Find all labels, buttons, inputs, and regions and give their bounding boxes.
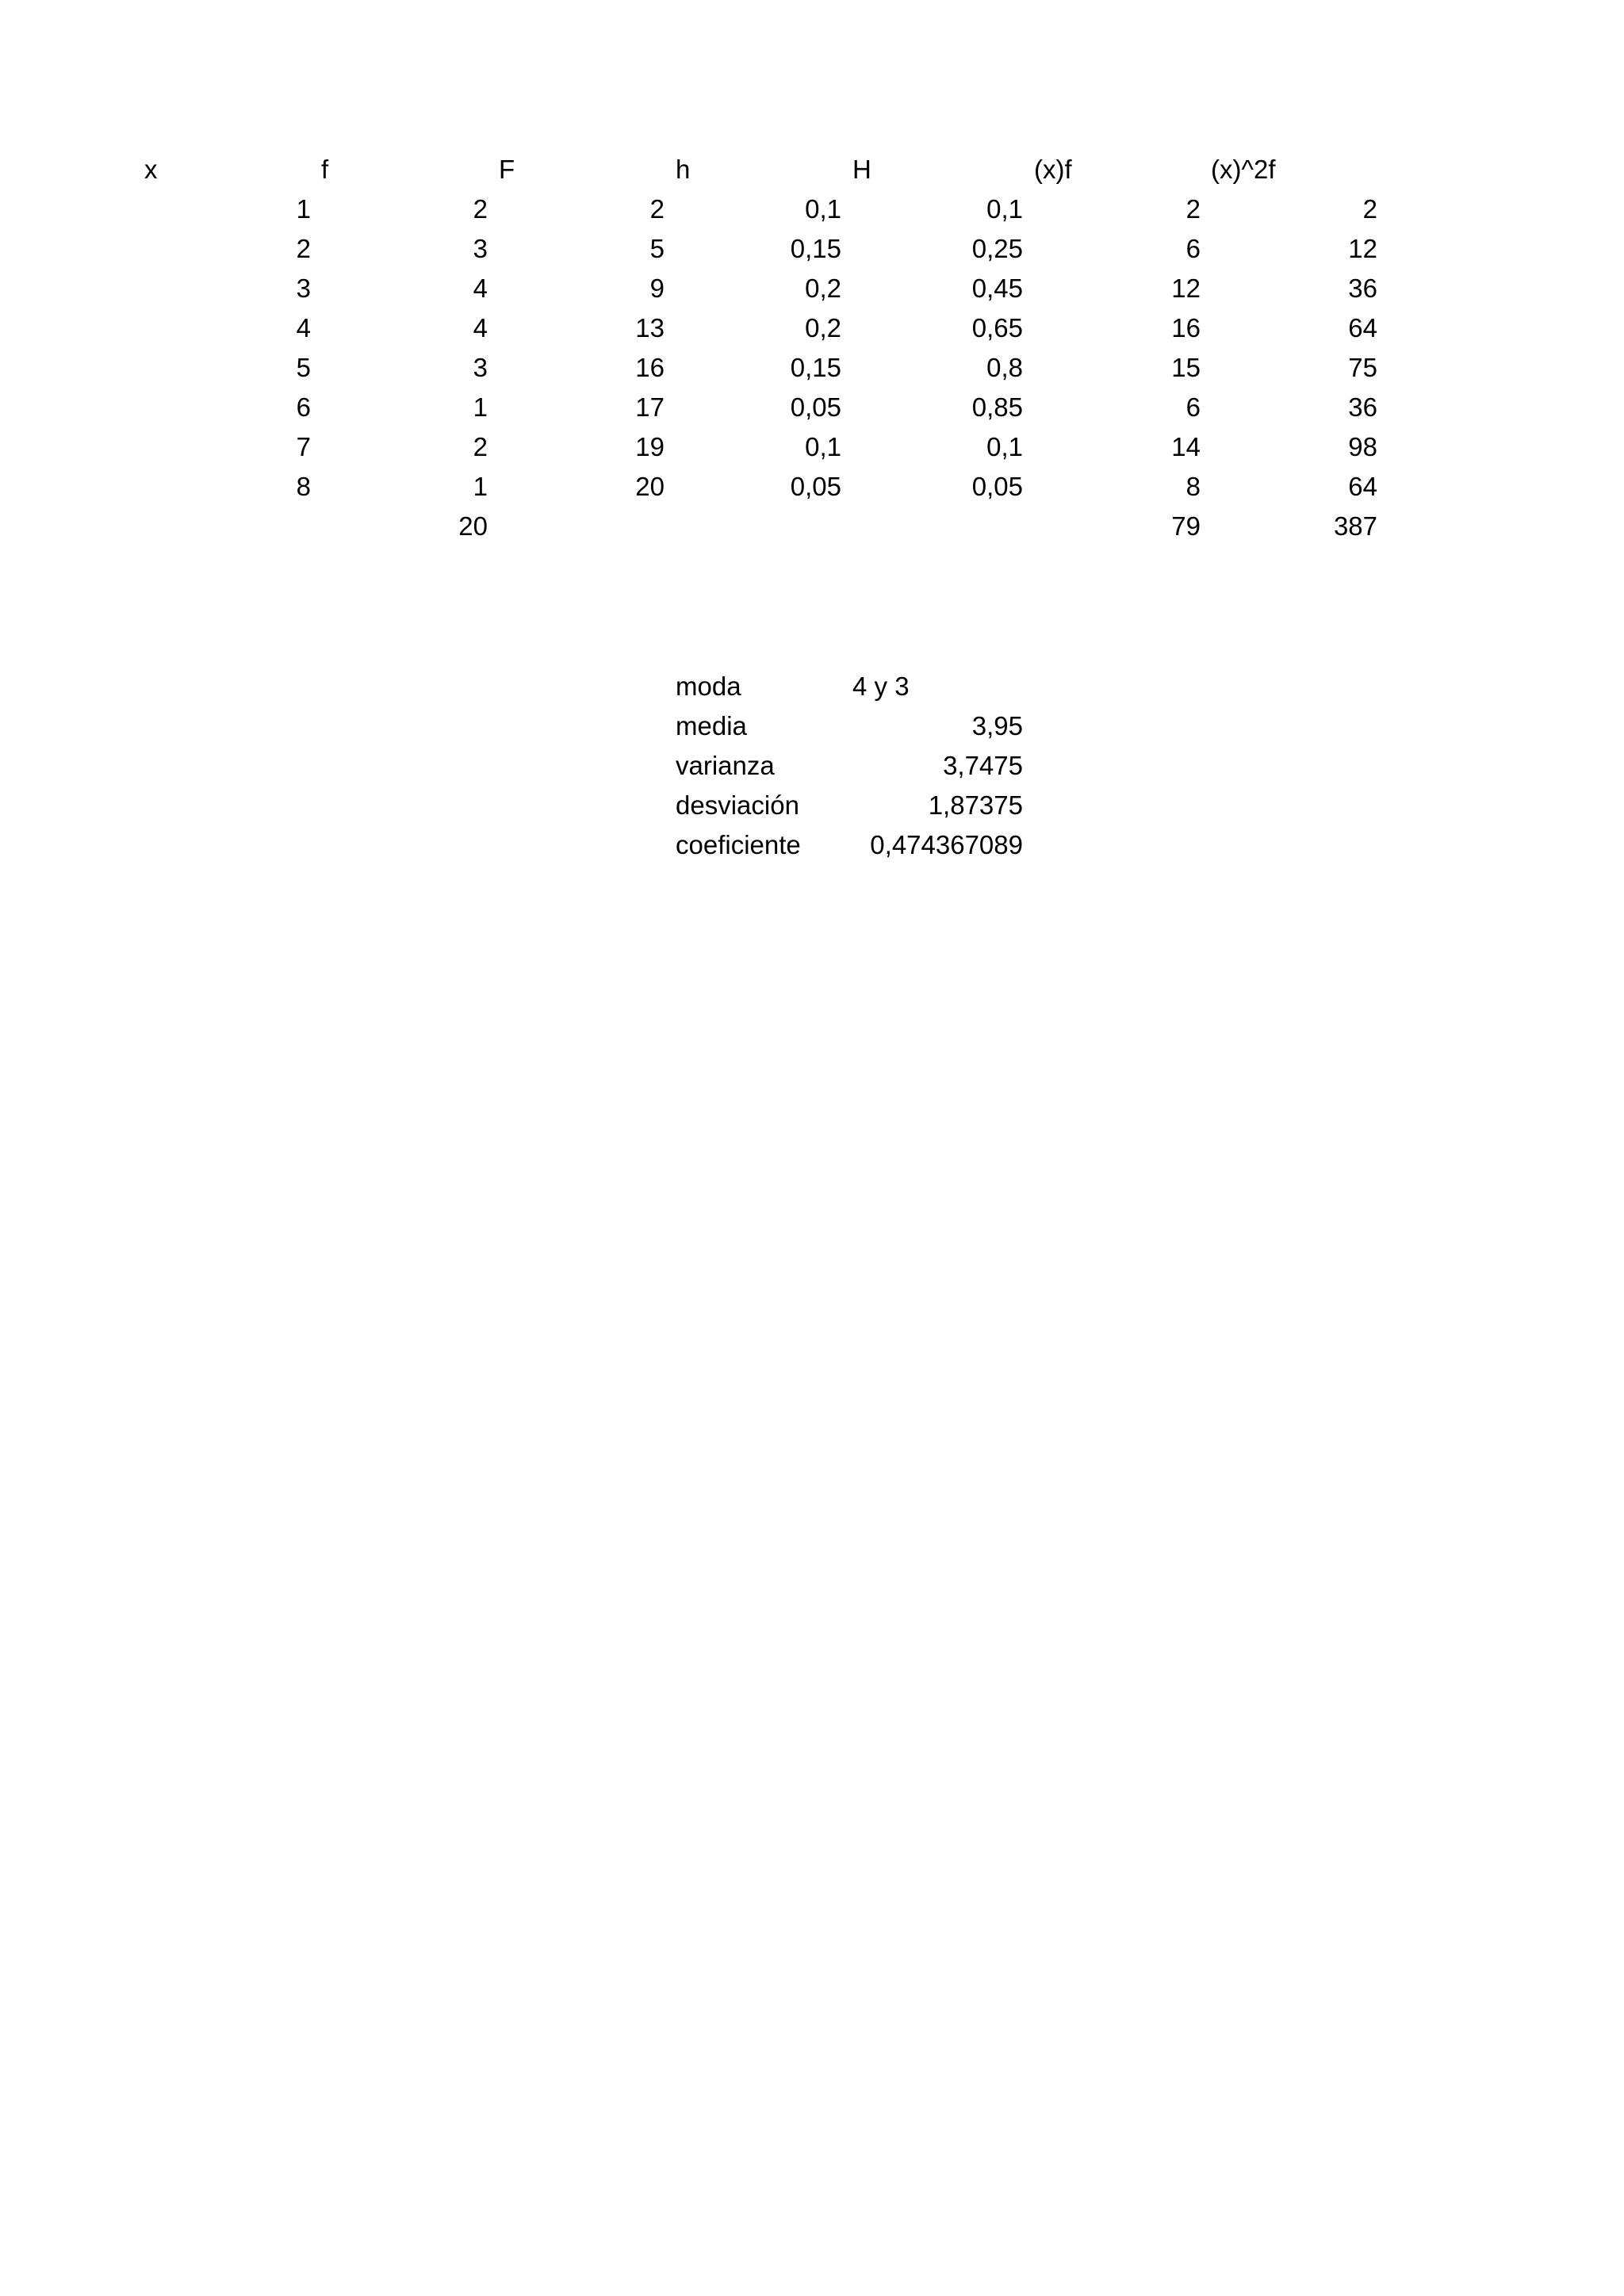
table-cell: 0,85: [971, 392, 1023, 422]
table-cell: 16: [635, 353, 665, 382]
table-cell: 0,1: [986, 432, 1023, 461]
table-cell: 1: [296, 194, 311, 224]
stat-label-moda: moda: [676, 672, 741, 701]
total-xf: 79: [1171, 511, 1201, 541]
header-H: H: [852, 155, 871, 184]
table-cell: 5: [296, 353, 311, 382]
table-cell: 6: [1185, 234, 1201, 263]
table-cell: 98: [1348, 432, 1377, 461]
table-cell: 12: [1348, 234, 1377, 263]
stat-value-desviacion: 1,87375: [928, 790, 1023, 820]
table-cell: 4: [296, 313, 311, 342]
table-cell: 0,15: [790, 353, 841, 382]
table-cell: 19: [635, 432, 665, 461]
table-cell: 0,8: [986, 353, 1023, 382]
table-cell: 0,1: [805, 194, 841, 224]
table-cell: 4: [473, 274, 488, 303]
table-cell: 0,25: [971, 234, 1023, 263]
table-cell: 3: [473, 234, 488, 263]
table-cell: 4: [473, 313, 488, 342]
table-cell: 0,2: [805, 313, 841, 342]
table-cell: 17: [635, 392, 665, 422]
table-cell: 0,05: [790, 472, 841, 501]
table-cell: 0,45: [971, 274, 1023, 303]
stat-value-varianza: 3,7475: [943, 751, 1023, 780]
table-cell: 5: [649, 234, 665, 263]
table-cell: 2: [1362, 194, 1377, 224]
table-cell: 0,2: [805, 274, 841, 303]
table-cell: 2: [473, 194, 488, 224]
header-h: h: [676, 155, 691, 184]
table-cell: 15: [1171, 353, 1201, 382]
stat-label-coeficiente: coeficiente: [676, 830, 801, 859]
table-cell: 2: [1185, 194, 1201, 224]
table-cell: 0,15: [790, 234, 841, 263]
table-cell: 2: [296, 234, 311, 263]
table-cell: 64: [1348, 472, 1377, 501]
table-cell: 13: [635, 313, 665, 342]
table-cell: 3: [473, 353, 488, 382]
table-cell: 20: [635, 472, 665, 501]
table-cell: 1: [473, 472, 488, 501]
total-x2f: 387: [1333, 511, 1377, 541]
table-cell: 1: [473, 392, 488, 422]
table-cell: 0,65: [971, 313, 1023, 342]
table-cell: 2: [649, 194, 665, 224]
header-x: x: [144, 155, 158, 184]
header-F: F: [499, 155, 515, 184]
stat-value-media: 3,95: [971, 711, 1023, 740]
table-cell: 6: [1185, 392, 1201, 422]
table-cell: 0,05: [971, 472, 1023, 501]
table-cell: 36: [1348, 274, 1377, 303]
total-f: 20: [458, 511, 488, 541]
stat-value-coeficiente: 0,474367089: [870, 830, 1023, 859]
table-cell: 75: [1348, 353, 1377, 382]
table-cell: 8: [1185, 472, 1201, 501]
table-cell: 7: [296, 432, 311, 461]
stat-label-media: media: [676, 711, 747, 740]
table-cell: 3: [296, 274, 311, 303]
table-cell: 0,05: [790, 392, 841, 422]
table-cell: 0,1: [805, 432, 841, 461]
stat-value-moda: 4 y 3: [852, 672, 910, 701]
table-cell: 64: [1348, 313, 1377, 342]
stat-label-desviacion: desviación: [676, 790, 799, 820]
table-cell: 2: [473, 432, 488, 461]
header-xf: (x)f: [1034, 155, 1072, 184]
table-cell: 12: [1171, 274, 1201, 303]
header-x2f: (x)^2f: [1211, 155, 1276, 184]
header-f: f: [321, 155, 329, 184]
table-cell: 14: [1171, 432, 1201, 461]
table-cell: 9: [649, 274, 665, 303]
table-cell: 36: [1348, 392, 1377, 422]
table-cell: 6: [296, 392, 311, 422]
table-cell: 0,1: [986, 194, 1023, 224]
table-cell: 16: [1171, 313, 1201, 342]
table-cell: 8: [296, 472, 311, 501]
stat-label-varianza: varianza: [676, 751, 775, 780]
